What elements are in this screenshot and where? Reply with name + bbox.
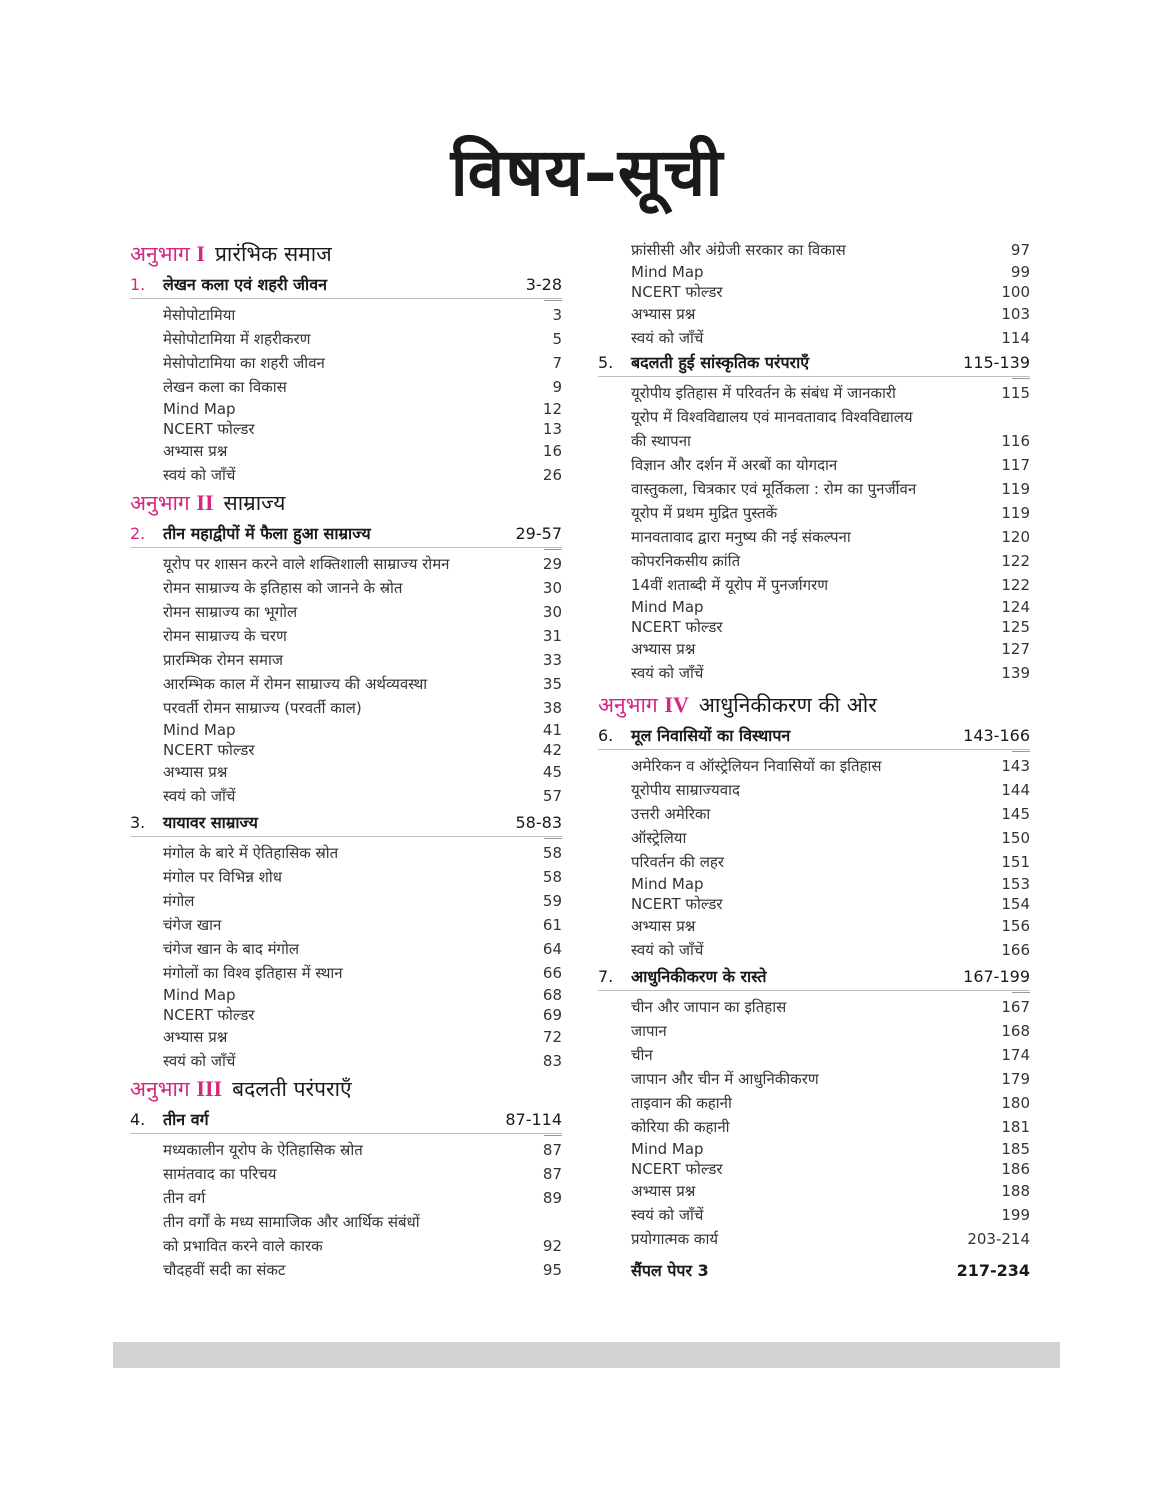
chapter-number: 1. bbox=[130, 275, 146, 294]
entry-title: सामंतवाद का परिचय bbox=[163, 1165, 277, 1183]
entry-title: मंगोल के बारे में ऐतिहासिक स्रोत bbox=[163, 844, 339, 862]
toc-entry[interactable] bbox=[598, 1139, 1030, 1159]
entry-title: मध्यकालीन यूरोप के ऐतिहासिक स्रोत bbox=[163, 1141, 363, 1159]
entry-title: यूरोप में विश्वविद्यालय एवं मानवतावाद विश्वविद्यालय bbox=[631, 408, 913, 426]
entry-page: 92 bbox=[542, 1237, 562, 1255]
part-name: बदलती परंपराएँ bbox=[232, 1077, 352, 1101]
chapter-number: 2. bbox=[130, 524, 146, 543]
entry-title: NCERT फोल्डर bbox=[163, 741, 255, 759]
entry-page: 9 bbox=[552, 378, 562, 396]
entry-page: 185 bbox=[1001, 1140, 1030, 1158]
part-heading-1 bbox=[130, 238, 562, 270]
entry-title: उत्तरी अमेरिका bbox=[631, 805, 711, 823]
entry-page: 95 bbox=[542, 1261, 562, 1279]
part-heading-2 bbox=[130, 487, 562, 519]
entry-page: 3 bbox=[552, 306, 562, 324]
entry-title: स्वयं को जाँचें bbox=[163, 787, 236, 805]
toc-entry[interactable] bbox=[598, 302, 1030, 326]
toc-entry[interactable] bbox=[598, 617, 1030, 637]
entry-title: अभ्यास प्रश्न bbox=[631, 917, 696, 935]
entry-page: 127 bbox=[1001, 640, 1030, 658]
entry-title: चंगेज खान bbox=[163, 916, 222, 934]
toc-entry[interactable] bbox=[130, 327, 562, 351]
entry-title: स्वयं को जाँचें bbox=[631, 329, 704, 347]
entry-title: ताइवान की कहानी bbox=[631, 1094, 732, 1112]
entry-title: NCERT फोल्डर bbox=[631, 618, 723, 636]
entry-title: कोपरनिकसीय क्रांति bbox=[631, 552, 741, 570]
entry-page: 115 bbox=[1001, 384, 1030, 402]
entry-page: 186 bbox=[1001, 1160, 1030, 1178]
entry-page: 66 bbox=[542, 964, 562, 982]
entry-page: 174 bbox=[1001, 1046, 1030, 1064]
entry-title: अमेरिकन व ऑस्ट्रेलियन निवासियों का इतिहास bbox=[631, 757, 882, 775]
toc-entry[interactable] bbox=[130, 1162, 562, 1186]
toc-entry[interactable] bbox=[130, 760, 562, 784]
entry-page: 26 bbox=[542, 466, 562, 484]
toc-entry[interactable] bbox=[598, 238, 1030, 262]
entry-title: परिवर्तन की लहर bbox=[631, 853, 724, 871]
toc-entry[interactable] bbox=[598, 1179, 1030, 1203]
entry-page: 119 bbox=[1001, 504, 1030, 522]
chapter-pages: 143-166 bbox=[963, 726, 1030, 745]
toc-entry[interactable] bbox=[598, 1019, 1030, 1043]
toc-entry[interactable] bbox=[598, 1203, 1030, 1227]
entry-page: 97 bbox=[1010, 241, 1030, 259]
entry-page: 58 bbox=[542, 868, 562, 886]
toc-entry[interactable] bbox=[130, 648, 562, 672]
entry-page: 167 bbox=[1001, 998, 1030, 1016]
entry-title: यूरोप पर शासन करने वाले शक्तिशाली साम्राज्य रोमन bbox=[163, 555, 450, 573]
entry-title: Mind Map bbox=[631, 263, 704, 281]
toc-entry[interactable] bbox=[130, 841, 562, 865]
toc-entry[interactable] bbox=[598, 995, 1030, 1019]
entry-page: 61 bbox=[542, 916, 562, 934]
toc-entry[interactable] bbox=[130, 1186, 562, 1210]
entry-page: 153 bbox=[1001, 875, 1030, 893]
chapter-heading-6[interactable] bbox=[598, 723, 1030, 750]
entry-title: रोमन साम्राज्य का भूगोल bbox=[163, 603, 298, 621]
entry-title: अभ्यास प्रश्न bbox=[631, 1182, 696, 1200]
part-label: अनुभाग I bbox=[130, 241, 205, 266]
entry-title: मेसोपोटामिया में शहरीकरण bbox=[163, 330, 311, 348]
toc-entry[interactable] bbox=[598, 326, 1030, 350]
entry-title: तीन वर्ग bbox=[163, 1189, 206, 1207]
entry-page: 199 bbox=[1001, 1206, 1030, 1224]
entry-title: मानवतावाद द्वारा मनुष्य की नई संकल्पना bbox=[631, 528, 851, 546]
toc-entry[interactable] bbox=[598, 938, 1030, 962]
entry-title: Mind Map bbox=[631, 1140, 704, 1158]
entry-page: 124 bbox=[1001, 598, 1030, 616]
chapter-pages: 167-199 bbox=[963, 967, 1030, 986]
toc-entry[interactable] bbox=[598, 1227, 1030, 1251]
toc-entry[interactable] bbox=[130, 1258, 562, 1282]
entry-title: रोमन साम्राज्य के इतिहास को जानने के स्रोत bbox=[163, 579, 403, 597]
toc-entry[interactable] bbox=[130, 624, 562, 648]
entry-page: 122 bbox=[1001, 576, 1030, 594]
part-name: प्रारंभिक समाज bbox=[214, 242, 332, 266]
entry-title: चौदहवीं सदी का संकट bbox=[163, 1261, 286, 1279]
entry-page: 7 bbox=[552, 354, 562, 372]
toc-entry[interactable] bbox=[130, 696, 562, 720]
chapter-number: 3. bbox=[130, 813, 146, 832]
entry-title: Mind Map bbox=[163, 721, 236, 739]
toc-entry[interactable] bbox=[130, 463, 562, 487]
toc-entry[interactable] bbox=[130, 865, 562, 889]
chapter-title: तीन वर्ग bbox=[163, 1110, 209, 1129]
sample-paper-entry[interactable] bbox=[598, 1259, 1030, 1283]
entry-page: 122 bbox=[1001, 552, 1030, 570]
chapter-title: लेखन कला एवं शहरी जीवन bbox=[163, 275, 327, 294]
toc-entry[interactable] bbox=[598, 914, 1030, 938]
entry-title: स्वयं को जाँचें bbox=[631, 1206, 704, 1224]
entry-title: जापान और चीन में आधुनिकीकरण bbox=[631, 1070, 819, 1088]
entry-title: मेसोपोटामिया का शहरी जीवन bbox=[163, 354, 325, 372]
chapter-heading-4[interactable] bbox=[130, 1107, 562, 1134]
entry-title: NCERT फोल्डर bbox=[631, 283, 723, 301]
toc-entry[interactable] bbox=[130, 419, 562, 439]
entry-list bbox=[130, 303, 562, 487]
toc-entry[interactable] bbox=[598, 282, 1030, 302]
toc-entry[interactable] bbox=[598, 477, 1030, 501]
toc-entry[interactable] bbox=[598, 637, 1030, 661]
entry-title: कोरिया की कहानी bbox=[631, 1118, 730, 1136]
part-heading-3 bbox=[130, 1073, 562, 1105]
part-label: अनुभाग IV bbox=[598, 692, 689, 717]
toc-entry[interactable] bbox=[598, 802, 1030, 826]
toc-entry[interactable] bbox=[130, 740, 562, 760]
chapter-title: तीन महाद्वीपों में फैला हुआ साम्राज्य bbox=[163, 524, 371, 543]
entry-title: चीन bbox=[631, 1046, 653, 1064]
entry-list bbox=[130, 841, 562, 1073]
toc-entry[interactable] bbox=[598, 661, 1030, 685]
toc-entry[interactable] bbox=[598, 501, 1030, 525]
toc-entry[interactable] bbox=[130, 399, 562, 419]
toc-entry[interactable] bbox=[130, 961, 562, 985]
entry-page: 116 bbox=[1001, 432, 1030, 450]
entry-title: NCERT फोल्डर bbox=[163, 420, 255, 438]
entry-page: 179 bbox=[1001, 1070, 1030, 1088]
chapter-heading-7[interactable] bbox=[598, 964, 1030, 991]
entry-list bbox=[130, 1138, 562, 1282]
entry-title: NCERT फोल्डर bbox=[631, 895, 723, 913]
sample-paper-pages: 217-234 bbox=[956, 1261, 1030, 1280]
entry-page: 180 bbox=[1001, 1094, 1030, 1112]
toc-entry[interactable] bbox=[130, 1025, 562, 1049]
entry-title: फ्रांसीसी और अंग्रेजी सरकार का विकास bbox=[631, 241, 846, 259]
entry-title: स्वयं को जाँचें bbox=[163, 1052, 236, 1070]
chapter-pages: 58-83 bbox=[515, 813, 562, 832]
entry-page: 144 bbox=[1001, 781, 1030, 799]
entry-title: मंगोल पर विभिन्न शोध bbox=[163, 868, 282, 886]
part-label: अनुभाग II bbox=[130, 490, 214, 515]
toc-entry[interactable] bbox=[130, 1005, 562, 1025]
entry-page: 87 bbox=[542, 1165, 562, 1183]
entry-page: 125 bbox=[1001, 618, 1030, 636]
entry-page: 42 bbox=[542, 741, 562, 759]
toc-entry[interactable] bbox=[130, 985, 562, 1005]
page-title: विषय–सूची bbox=[450, 134, 724, 211]
entry-page: 100 bbox=[1001, 283, 1030, 301]
sample-paper-title: सैंपल पेपर 3 bbox=[631, 1261, 709, 1280]
entry-title: Mind Map bbox=[163, 400, 236, 418]
entry-title: चीन और जापान का इतिहास bbox=[631, 998, 787, 1016]
entry-title: प्रयोगात्मक कार्य bbox=[631, 1230, 719, 1248]
toc-entry[interactable] bbox=[598, 429, 1030, 453]
entry-title: ऑस्ट्रेलिया bbox=[631, 829, 687, 847]
entry-page: 12 bbox=[542, 400, 562, 418]
toc-entry[interactable] bbox=[598, 754, 1030, 778]
part-name: आधुनिकीकरण की ओर bbox=[698, 693, 877, 717]
entry-title: NCERT फोल्डर bbox=[163, 1006, 255, 1024]
entry-title: मेसोपोटामिया bbox=[163, 306, 236, 324]
entry-title: की स्थापना bbox=[631, 432, 691, 450]
toc-entry[interactable] bbox=[598, 453, 1030, 477]
entry-page: 64 bbox=[542, 940, 562, 958]
entry-page: 38 bbox=[542, 699, 562, 717]
toc-entry[interactable] bbox=[598, 850, 1030, 874]
entry-page: 145 bbox=[1001, 805, 1030, 823]
entry-page: 154 bbox=[1001, 895, 1030, 913]
toc-entry[interactable] bbox=[130, 303, 562, 327]
entry-page: 139 bbox=[1001, 664, 1030, 682]
entry-title: अभ्यास प्रश्न bbox=[163, 763, 228, 781]
toc-entry[interactable] bbox=[130, 600, 562, 624]
entry-title: रोमन साम्राज्य के चरण bbox=[163, 627, 287, 645]
toc-entry[interactable] bbox=[598, 1159, 1030, 1179]
entry-page: 117 bbox=[1001, 456, 1030, 474]
entry-list bbox=[598, 381, 1030, 685]
entry-list-continued bbox=[598, 238, 1030, 350]
toc-entry[interactable] bbox=[598, 262, 1030, 282]
entry-title: यूरोपीय इतिहास में परिवर्तन के संबंध में जानकारी bbox=[631, 384, 896, 402]
entry-title: Mind Map bbox=[163, 986, 236, 1004]
toc-entry[interactable] bbox=[130, 1138, 562, 1162]
toc-entry[interactable] bbox=[130, 1049, 562, 1073]
entry-title: मंगोलों का विश्व इतिहास में स्थान bbox=[163, 964, 343, 982]
chapter-number: 6. bbox=[598, 726, 614, 745]
entry-title: स्वयं को जाँचें bbox=[163, 466, 236, 484]
entry-page: 156 bbox=[1001, 917, 1030, 935]
entry-title: विज्ञान और दर्शन में अरबों का योगदान bbox=[631, 456, 838, 474]
toc-entry[interactable] bbox=[130, 672, 562, 696]
toc-entry[interactable] bbox=[130, 552, 562, 576]
entry-page: 87 bbox=[542, 1141, 562, 1159]
chapter-pages: 3-28 bbox=[525, 275, 562, 294]
entry-page: 45 bbox=[542, 763, 562, 781]
entry-title: परवर्ती रोमन साम्राज्य (परवर्ती काल) bbox=[163, 699, 362, 717]
chapter-heading-2[interactable] bbox=[130, 521, 562, 548]
chapter-number: 7. bbox=[598, 967, 614, 986]
entry-page: 103 bbox=[1001, 305, 1030, 323]
entry-page: 120 bbox=[1001, 528, 1030, 546]
chapter-title: आधुनिकीकरण के रास्ते bbox=[631, 967, 767, 986]
chapter-number: 5. bbox=[598, 353, 614, 372]
entry-page: 16 bbox=[542, 442, 562, 460]
toc-entry[interactable] bbox=[130, 720, 562, 740]
toc-entry[interactable] bbox=[598, 1043, 1030, 1067]
entry-page: 143 bbox=[1001, 757, 1030, 775]
toc-entry[interactable] bbox=[598, 381, 1030, 405]
entry-title: यूरोपीय साम्राज्यवाद bbox=[631, 781, 740, 799]
entry-title: अभ्यास प्रश्न bbox=[163, 442, 228, 460]
chapter-title: बदलती हुई सांस्कृतिक परंपराएँ bbox=[631, 353, 810, 372]
entry-title: यूरोप में प्रथम मुद्रित पुस्तकें bbox=[631, 504, 778, 522]
toc-entry[interactable] bbox=[130, 784, 562, 808]
entry-page: 5 bbox=[552, 330, 562, 348]
entry-page: 68 bbox=[542, 986, 562, 1004]
entry-page: 150 bbox=[1001, 829, 1030, 847]
entry-page: 203-214 bbox=[967, 1230, 1030, 1248]
entry-title: आरम्भिक काल में रोमन साम्राज्य की अर्थव्यवस्था bbox=[163, 675, 428, 693]
entry-title: मंगोल bbox=[163, 892, 195, 910]
chapter-heading-3[interactable] bbox=[130, 810, 562, 837]
entry-title: जापान bbox=[631, 1022, 667, 1040]
entry-page: 33 bbox=[542, 651, 562, 669]
toc-entry[interactable] bbox=[598, 405, 1030, 429]
entry-page: 58 bbox=[542, 844, 562, 862]
entry-title: स्वयं को जाँचें bbox=[631, 664, 704, 682]
entry-page: 69 bbox=[542, 1006, 562, 1024]
entry-page: 151 bbox=[1001, 853, 1030, 871]
toc-entry[interactable] bbox=[598, 525, 1030, 549]
entry-page: 30 bbox=[542, 603, 562, 621]
toc-entry[interactable] bbox=[598, 894, 1030, 914]
toc-left-column bbox=[130, 238, 562, 1282]
toc-entry[interactable] bbox=[598, 573, 1030, 597]
entry-title: अभ्यास प्रश्न bbox=[163, 1028, 228, 1046]
toc-entry[interactable] bbox=[130, 889, 562, 913]
entry-title: स्वयं को जाँचें bbox=[631, 941, 704, 959]
toc-entry[interactable] bbox=[598, 1091, 1030, 1115]
entry-page: 168 bbox=[1001, 1022, 1030, 1040]
entry-title: 14वीं शताब्दी में यूरोप में पुनर्जागरण bbox=[631, 576, 829, 594]
entry-page: 166 bbox=[1001, 941, 1030, 959]
entry-title: Mind Map bbox=[631, 875, 704, 893]
entry-page: 188 bbox=[1001, 1182, 1030, 1200]
entry-title: वास्तुकला, चित्रकार एवं मूर्तिकला : रोम का पुनर्जीवन bbox=[631, 480, 917, 498]
entry-page: 89 bbox=[542, 1189, 562, 1207]
toc-entry[interactable] bbox=[130, 351, 562, 375]
entry-page: 59 bbox=[542, 892, 562, 910]
toc-entry[interactable] bbox=[130, 913, 562, 937]
part-heading-4 bbox=[598, 689, 1030, 721]
entry-page: 29 bbox=[542, 555, 562, 573]
entry-list bbox=[598, 995, 1030, 1251]
chapter-pages: 115-139 bbox=[963, 353, 1030, 372]
toc-entry[interactable] bbox=[598, 1115, 1030, 1139]
toc-entry[interactable] bbox=[130, 937, 562, 961]
part-name: साम्राज्य bbox=[223, 491, 286, 515]
toc-entry[interactable] bbox=[130, 576, 562, 600]
toc-entry[interactable] bbox=[130, 375, 562, 399]
toc-entry[interactable] bbox=[130, 1234, 562, 1258]
toc-entry[interactable] bbox=[130, 1210, 562, 1234]
toc-right-column bbox=[598, 238, 1030, 1283]
entry-page: 114 bbox=[1001, 329, 1030, 347]
entry-page: 13 bbox=[542, 420, 562, 438]
chapter-pages: 87-114 bbox=[505, 1110, 562, 1129]
entry-page: 35 bbox=[542, 675, 562, 693]
entry-page: 83 bbox=[542, 1052, 562, 1070]
entry-list bbox=[598, 754, 1030, 962]
chapter-title: मूल निवासियों का विस्थापन bbox=[631, 726, 791, 745]
toc-entry[interactable] bbox=[598, 1067, 1030, 1091]
entry-title: प्रारम्भिक रोमन समाज bbox=[163, 651, 283, 669]
entry-page: 72 bbox=[542, 1028, 562, 1046]
toc-entry[interactable] bbox=[598, 778, 1030, 802]
entry-page: 181 bbox=[1001, 1118, 1030, 1136]
entry-page: 119 bbox=[1001, 480, 1030, 498]
chapter-heading-5[interactable] bbox=[598, 350, 1030, 377]
entry-title: अभ्यास प्रश्न bbox=[631, 305, 696, 323]
entry-title: Mind Map bbox=[631, 598, 704, 616]
entry-title: चंगेज खान के बाद मंगोल bbox=[163, 940, 300, 958]
entry-title: अभ्यास प्रश्न bbox=[631, 640, 696, 658]
entry-list bbox=[130, 552, 562, 808]
toc-entry[interactable] bbox=[598, 826, 1030, 850]
part-label: अनुभाग III bbox=[130, 1076, 223, 1101]
toc-entry[interactable] bbox=[130, 439, 562, 463]
footer-bar bbox=[113, 1342, 1060, 1368]
entry-title: तीन वर्गों के मध्य सामाजिक और आर्थिक संबंधों bbox=[163, 1213, 420, 1231]
chapter-heading-1[interactable] bbox=[130, 272, 562, 299]
entry-page: 41 bbox=[542, 721, 562, 739]
entry-title: लेखन कला का विकास bbox=[163, 378, 287, 396]
toc-entry[interactable] bbox=[598, 549, 1030, 573]
entry-page: 57 bbox=[542, 787, 562, 805]
chapter-number: 4. bbox=[130, 1110, 146, 1129]
entry-page: 31 bbox=[542, 627, 562, 645]
entry-page: 30 bbox=[542, 579, 562, 597]
entry-title: को प्रभावित करने वाले कारक bbox=[163, 1237, 323, 1255]
toc-entry[interactable] bbox=[598, 874, 1030, 894]
chapter-title: यायावर साम्राज्य bbox=[163, 813, 258, 832]
toc-entry[interactable] bbox=[598, 597, 1030, 617]
chapter-pages: 29-57 bbox=[515, 524, 562, 543]
entry-page: 99 bbox=[1010, 263, 1030, 281]
entry-title: NCERT फोल्डर bbox=[631, 1160, 723, 1178]
